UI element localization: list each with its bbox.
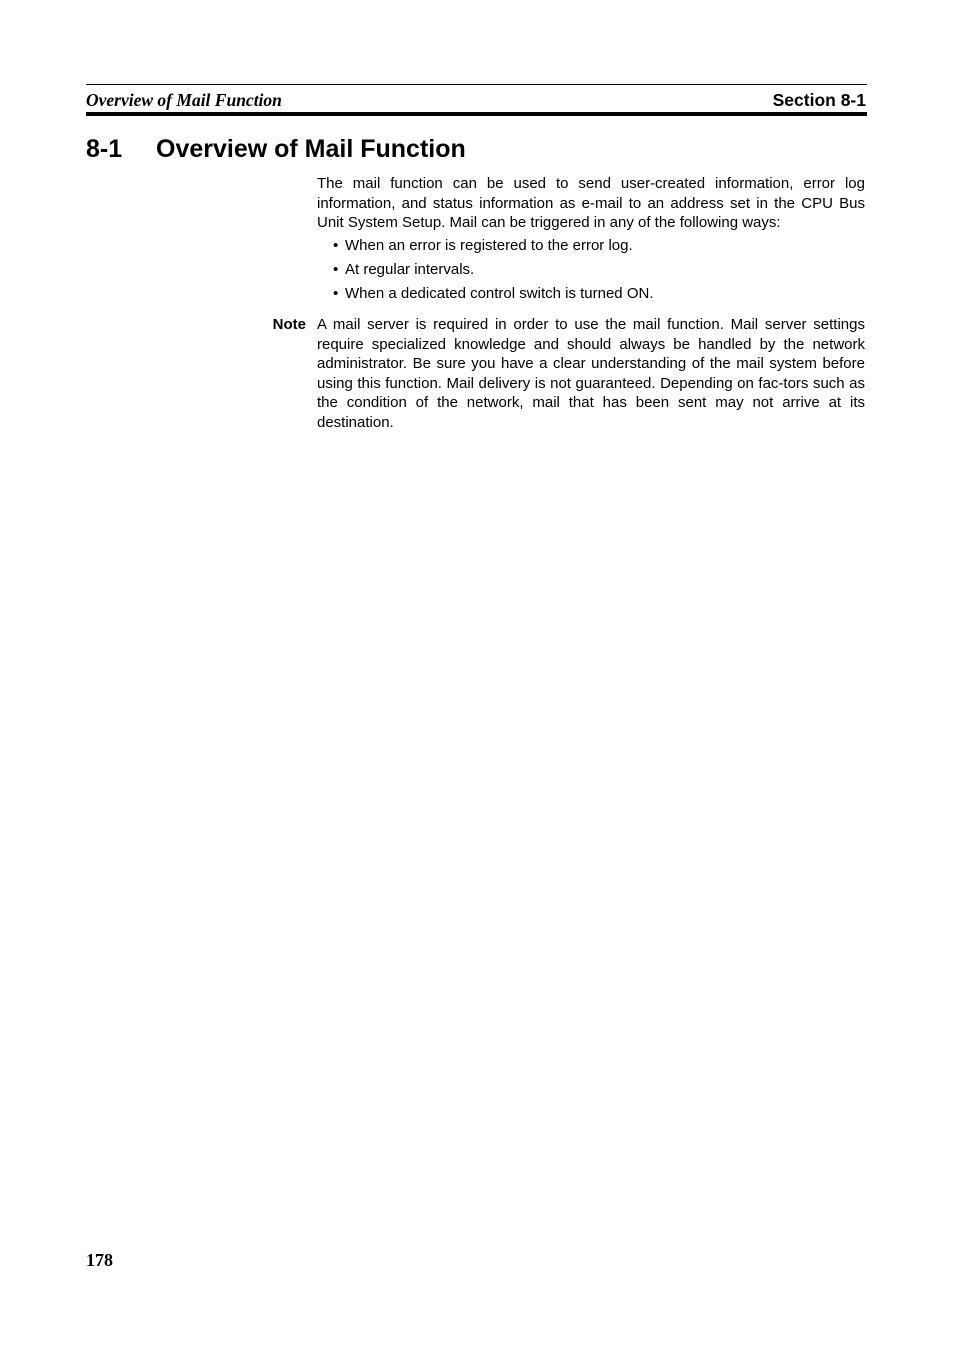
section-number: 8-1 xyxy=(86,135,123,163)
list-item-text: When a dedicated control switch is turned ON. xyxy=(345,285,654,302)
list-item xyxy=(333,260,865,280)
intro-paragraph: The mail function can be used to send user-created information, error log information, and status information as e-mail to an address set in the CPU Bus Unit System Setup. Mail can be triggered in any of the following ways: xyxy=(317,175,865,231)
section-title: Overview of Mail Function xyxy=(156,135,466,163)
list-item-text: At regular intervals. xyxy=(345,261,475,278)
header-top-rule xyxy=(86,84,867,85)
note-paragraph: A mail server is required in order to use the mail function. Mail server settings require specialized knowledge and should always be handled by the network administrator. Be sure you have a clear understanding of the mail system before using this function. Mail delivery is not guaranteed. Depending on fac-tors such as the condition of the network, mail that has been sent may not arrive at its destination. xyxy=(317,316,865,431)
section-label: Section 8-1 xyxy=(772,90,866,110)
bullet-icon: • xyxy=(333,285,339,302)
bullet-icon: • xyxy=(333,237,339,254)
list-item-text: When an error is registered to the error log. xyxy=(345,237,633,254)
trigger-list xyxy=(333,236,865,308)
list-item xyxy=(333,284,865,304)
header-bottom-rule xyxy=(86,112,867,116)
running-title: Overview of Mail Function xyxy=(86,90,282,110)
section-heading xyxy=(86,133,466,165)
bullet-icon: • xyxy=(333,261,339,278)
page-number: 178 xyxy=(86,1250,113,1270)
list-item xyxy=(333,236,865,256)
note-label: Note xyxy=(272,316,306,333)
